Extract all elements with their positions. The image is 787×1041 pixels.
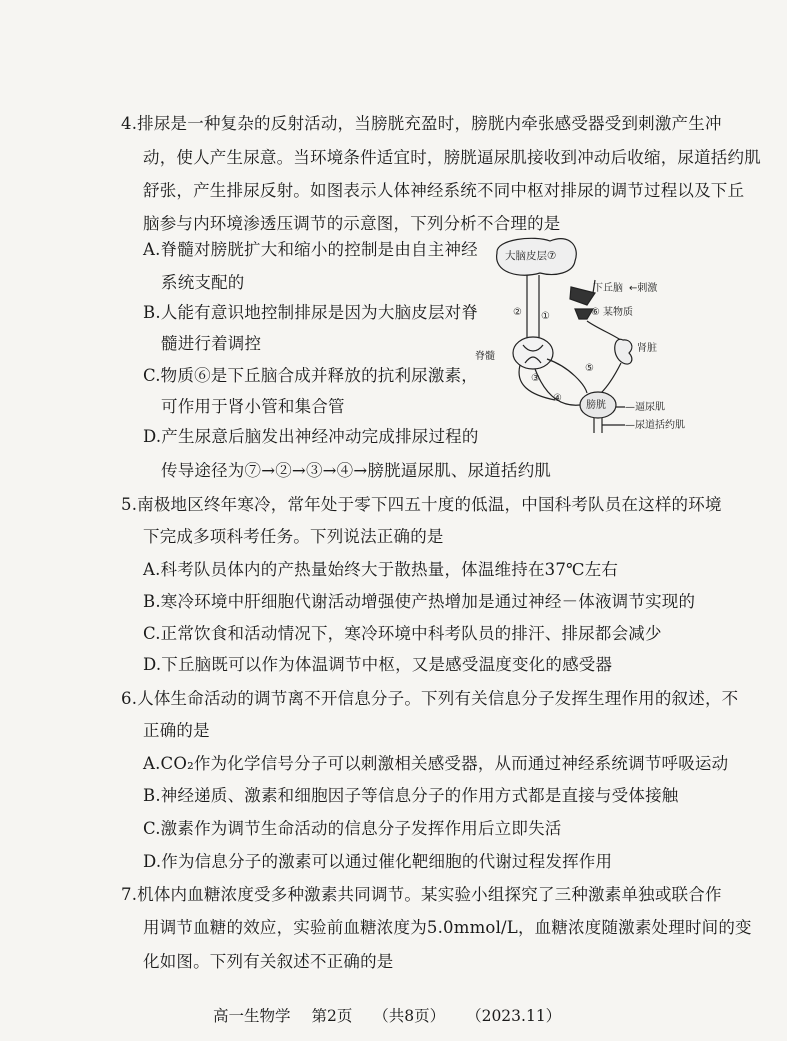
diagram-label-substance: 某物质 <box>603 307 633 318</box>
q4-option-d: D.产生尿意后脑发出神经冲动完成排尿过程的 <box>143 427 479 446</box>
footer-subject: 高一生物学 <box>213 1007 291 1025</box>
diagram-label-stimulus: ←刺激 <box>629 283 658 294</box>
q4-option-b-cont: 髓进行着调控 <box>161 334 262 353</box>
q6-stem-line-1: 6.人体生命活动的调节离不开信息分子。下列有关信息分子发挥生理作用的叙述，不 <box>121 689 739 708</box>
q4-stem-line-1: 4.排尿是一种复杂的反射活动，当膀胱充盈时，膀胱内牵张感受器受到刺激产生冲 <box>121 114 722 133</box>
q7-stem-line-2: 用调节血糖的效应，实验前血糖浓度为5.0mmol/L，血糖浓度随激素处理时间的变 <box>143 918 752 937</box>
q5-option-a: A.科考队员体内的产热量始终大于散热量，体温维持在37℃左右 <box>143 560 619 579</box>
diagram-label-spinal: 脊髓 <box>475 351 495 362</box>
diagram-marker-2: ② <box>513 307 522 318</box>
footer-date: （2023.11） <box>466 1007 562 1025</box>
q6-option-a: A.CO₂作为化学信号分子可以刺激相关感受器，从而通过神经系统调节呼吸运动 <box>143 754 729 773</box>
diagram-marker-4: ④ <box>553 393 562 404</box>
diagram-label-bladder: 膀胱 <box>586 400 606 411</box>
urination-regulation-diagram <box>475 235 705 440</box>
diagram-marker-1: ① <box>541 311 550 322</box>
diagram-marker-3: ③ <box>531 373 540 384</box>
footer-page: 第2页 <box>311 1007 353 1025</box>
q6-stem-line-2: 正确的是 <box>143 721 210 740</box>
q4-stem-line-4: 脑参与内环境渗透压调节的示意图，下列分析不合理的是 <box>143 214 561 233</box>
q5-stem-line-1: 5.南极地区终年寒冷，常年处于零下四五十度的低温，中国科考队员在这样的环境 <box>121 495 722 514</box>
q5-option-d: D.下丘脑既可以作为体温调节中枢，又是感受温度变化的感受器 <box>143 655 613 674</box>
q4-option-a-cont: 系统支配的 <box>161 273 245 292</box>
q5-stem-line-2: 下完成多项科考任务。下列说法正确的是 <box>143 527 444 546</box>
q6-option-c: C.激素作为调节生命活动的信息分子发挥作用后立即失活 <box>143 819 562 838</box>
q6-option-b: B.神经递质、激素和细胞因子等信息分子的作用方式都是直接与受体接触 <box>143 786 679 805</box>
diagram-label-kidney: 肾脏 <box>637 343 657 354</box>
diagram-marker-5: ⑤ <box>585 363 594 374</box>
page-footer <box>213 1004 577 1026</box>
diagram-label-hypothalamus: 下丘脑 <box>593 283 623 294</box>
footer-total: （共8页） <box>373 1007 446 1025</box>
q4-option-b: B.人能有意识地控制排尿是因为大脑皮层对脊 <box>143 303 479 322</box>
q7-stem-line-3: 化如图。下列有关叙述不正确的是 <box>143 952 394 971</box>
q7-stem-line-1: 7.机体内血糖浓度受多种激素共同调节。某实验小组探究了三种激素单独或联合作 <box>121 885 722 904</box>
q4-option-a: A.脊髓对膀胱扩大和缩小的控制是由自主神经 <box>143 240 478 259</box>
q4-option-c: C.物质⑥是下丘脑合成并释放的抗利尿激素， <box>143 366 478 385</box>
q4-option-d-cont: 传导途径为⑦→②→③→④→膀胱逼尿肌、尿道括约肌 <box>161 461 552 480</box>
q4-stem-line-3: 舒张，产生排尿反射。如图表示人体神经系统不同中枢对排尿的调节过程以及下丘 <box>143 181 745 200</box>
diagram-label-sphincter: —尿道括约肌 <box>625 420 685 431</box>
diagram-label-detrusor: —逼尿肌 <box>625 402 665 413</box>
q4-stem-line-2: 动，使人产生尿意。当环境条件适宜时，膀胱逼尿肌接收到冲动后收缩，尿道括约肌 <box>143 148 761 167</box>
diagram-label-cortex: 大脑皮层⑦ <box>505 250 557 262</box>
q5-option-b: B.寒冷环境中肝细胞代谢活动增强使产热增加是通过神经－体液调节实现的 <box>143 592 696 611</box>
q6-option-d: D.作为信息分子的激素可以通过催化靶细胞的代谢过程发挥作用 <box>143 852 613 871</box>
q5-option-c: C.正常饮食和活动情况下，寒冷环境中科考队员的排汗、排尿都会减少 <box>143 624 662 643</box>
q4-option-c-cont: 可作用于肾小管和集合管 <box>161 397 345 416</box>
diagram-label-substance-num: ⑥ <box>591 307 600 318</box>
